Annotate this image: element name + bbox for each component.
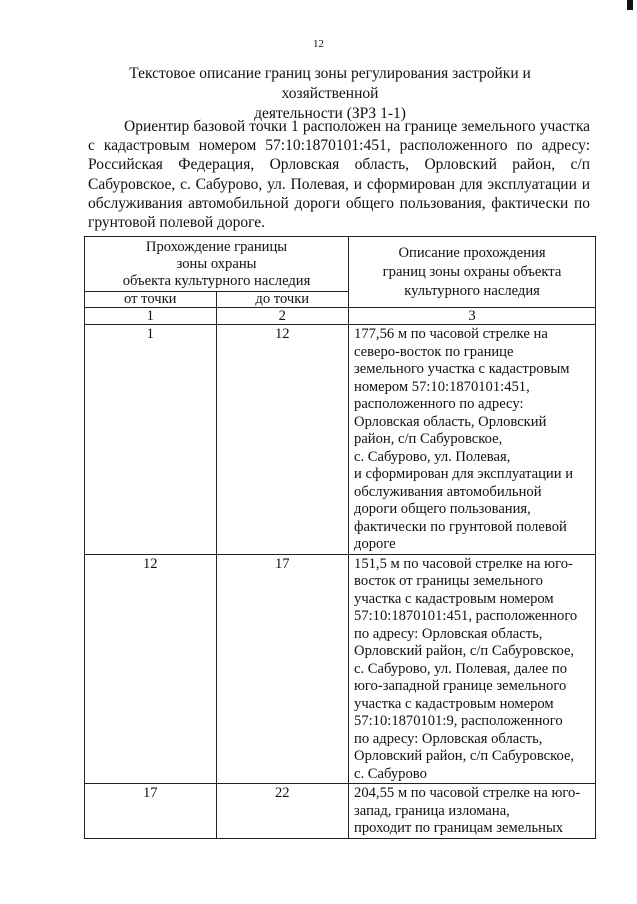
description-line: по адресу: Орловская область, bbox=[354, 625, 543, 642]
to-point-cell: 17 bbox=[216, 554, 349, 784]
title-line-1: Текстовое описание границ зоны регулирования застройки и хозяйственной bbox=[129, 65, 531, 102]
description-line: запад, граница изломана, bbox=[354, 802, 510, 819]
column-number-2: 2 bbox=[216, 308, 349, 325]
boundary-table bbox=[84, 236, 596, 839]
title-line-2: деятельности (ЗРЗ 1-1) bbox=[254, 105, 406, 122]
description-line: 57:10:1870101:451, расположенного bbox=[354, 608, 578, 624]
description-line: земельного участка с кадастровым bbox=[354, 361, 570, 377]
description-line: 177,56 м по часовой стрелке на bbox=[354, 326, 548, 342]
description-line: проходит по границам земельных bbox=[354, 820, 564, 836]
description-line: участка с кадастровым номером bbox=[354, 695, 554, 712]
description-line: район, с/п Сабуровское, bbox=[354, 431, 503, 447]
header-to-point: до точки bbox=[216, 292, 349, 308]
description-line: с. Сабурово, ул. Полевая, bbox=[354, 448, 511, 465]
from-point-cell: 12 bbox=[85, 554, 217, 784]
document-title bbox=[80, 64, 580, 124]
description-line: обслуживания автомобильной bbox=[354, 483, 542, 500]
header-from-point: от точки bbox=[85, 292, 217, 308]
description-line: юго-западной границе земельного bbox=[354, 678, 567, 694]
scan-mark bbox=[627, 0, 633, 10]
header-boundary-passage: Прохождение границы зоны охраны объекта культурного наследия bbox=[85, 237, 349, 292]
to-point-cell: 12 bbox=[216, 325, 349, 555]
description-line: участка с кадастровым номером bbox=[354, 590, 554, 607]
description-line: по адресу: Орловская область, bbox=[354, 730, 543, 747]
description-line: 204,55 м по часовой стрелке на юго- bbox=[354, 785, 581, 801]
table-row bbox=[85, 554, 596, 784]
from-point-cell: 1 bbox=[85, 325, 217, 555]
description-line: Орловский район, с/п Сабуровское, bbox=[354, 748, 575, 764]
column-number-1: 1 bbox=[85, 308, 217, 325]
description-line: расположенного по адресу: bbox=[354, 396, 524, 412]
to-point-cell: 22 bbox=[216, 784, 349, 839]
description-line: северо-восток по границе bbox=[354, 343, 514, 360]
description-line: Орловская область, Орловский bbox=[354, 413, 547, 430]
description-line: дороги общего пользования, bbox=[354, 501, 531, 517]
from-point-cell: 17 bbox=[85, 784, 217, 839]
description-cell bbox=[349, 325, 596, 555]
intro-paragraph: Ориентир базовой точки 1 расположен на границе земельного участка с кадастровым номером 57:10:1870101:451, расположенного по адресу: Российская Федерация, Орловская область, Орловский район, с/п Сабуровское, с. Сабурово, ул. Полевая, и сформирован для эксплуатации и обслуживания автомобильной дороги общего пользования, фактически по грунтовой полевой дороге. bbox=[88, 118, 590, 232]
table-row bbox=[85, 784, 596, 839]
column-number-3: 3 bbox=[349, 308, 596, 325]
description-line: 57:10:1870101:9, расположенного bbox=[354, 713, 563, 729]
table-row bbox=[85, 325, 596, 555]
description-line: 151,5 м по часовой стрелке на юго- bbox=[354, 555, 573, 572]
description-line: с. Сабурово, ул. Полевая, далее по bbox=[354, 660, 568, 677]
description-cell bbox=[349, 554, 596, 784]
description-cell bbox=[349, 784, 596, 839]
description-line: номером 57:10:1870101:451, bbox=[354, 378, 530, 395]
description-line: дороге bbox=[354, 536, 396, 552]
page-number: 12 bbox=[313, 38, 324, 50]
header-description: Описание прохождения границ зоны охраны объекта культурного наследия bbox=[349, 237, 596, 308]
description-line: Орловский район, с/п Сабуровское, bbox=[354, 643, 575, 659]
description-line: с. Сабурово bbox=[354, 765, 427, 782]
description-line: и сформирован для эксплуатации и bbox=[354, 466, 574, 482]
description-line: фактически по грунтовой полевой bbox=[354, 518, 567, 535]
description-line: восток от границы земельного bbox=[354, 573, 543, 589]
